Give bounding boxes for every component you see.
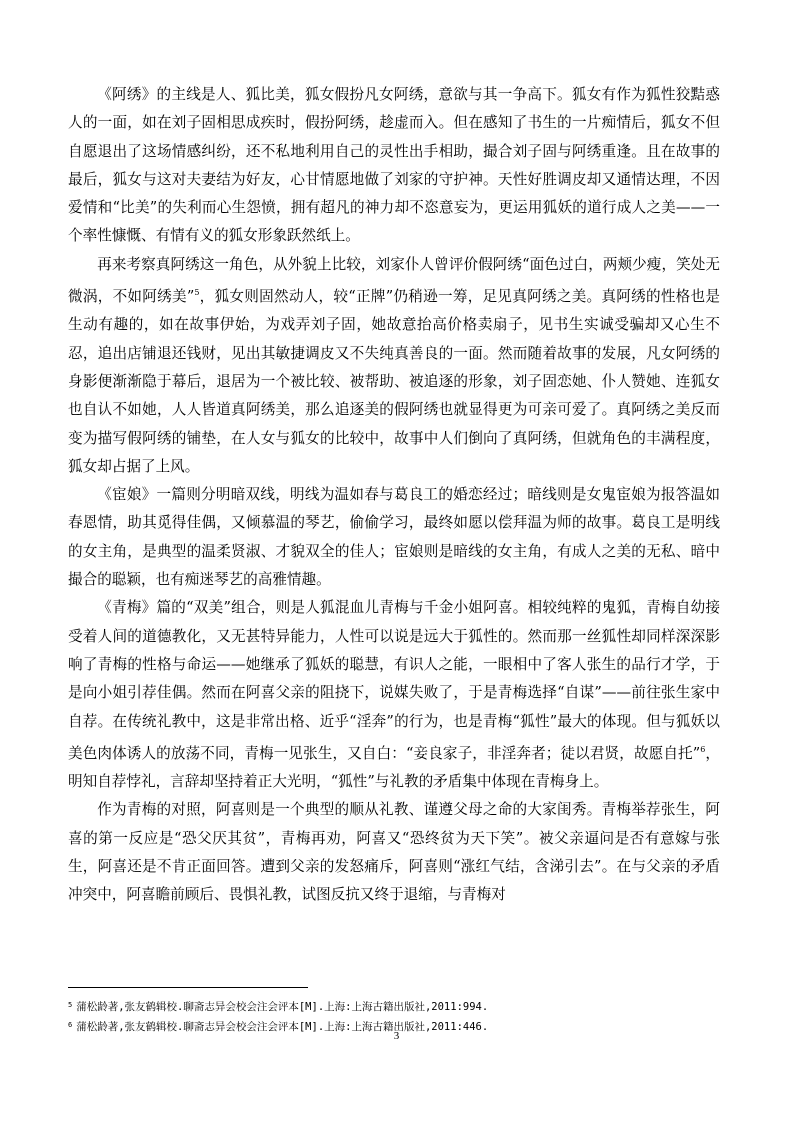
footnote-divider [68, 987, 308, 988]
paragraph-text: 再来考察真阿绣这一角色，从外貌上比较，刘家仆人曾评价假阿绣“面色过白，两颊少瘦，笑处无微涡，不如阿绣美” [68, 255, 720, 306]
footnote-text: 蒲松龄著,张友鹤辑校.聊斋志异会校会注会评本[M].上海:上海古籍出版社,2011:994. [76, 1001, 489, 1013]
paragraph-qingmei [68, 594, 720, 796]
paragraph-axi: 作为青梅的对照，阿喜则是一个典型的顺从礼教、谨遵父母之命的大家闺秀。青梅举荐张生，阿喜的第一反应是“恐父厌其贫”，青梅再劝，阿喜又“恐终贫为天下笑”。被父亲逼问是否有意嫁与张生，阿喜还是不肯正面回答。遭到父亲的发怒痛斥，阿喜则“涨红气结，含涕引去”。在与父亲的矛盾冲突中，阿喜瞻前顾后、畏惧礼教，试图反抗又终于退缩，与青梅对 [68, 801, 720, 904]
footnote-number: 5 [68, 1001, 73, 1009]
footnote-ref[interactable]: 5 [194, 288, 200, 298]
paragraph-axiu-main: 《阿绣》的主线是人、狐比美，狐女假扮凡女阿绣，意欲与其一争高下。狐女有作为狐性狡黠惑人的一面，如在刘子固相思成疾时，假扮阿绣，趁虚而入。但在感知了书生的一片痴情后，狐女不但自愿退出了这场情感纠纷，还不私地利用自己的灵性出手相助，撮合刘子固与阿绣重逢。且在故事的最后，狐女与这对夫妻结为好友，心甘情愿地做了刘家的守护神。天性好胜调皮却又通情达理，不因爱情和“比美”的失利而心生怨愤，拥有超凡的神力却不恣意妄为，更运用狐妖的道行成人之美——一个率性慷慨、有情有义的狐女形象跃然纸上。 [68, 86, 720, 245]
page-number: 3 [393, 1030, 400, 1042]
paragraph-text: ，明知自荐悖礼，言辞却坚持着正大光明，“狐性”与礼教的矛盾集中体现在青梅身上。 [68, 744, 720, 791]
footnote-text: 蒲松龄著,张友鹤辑校.聊斋志异会校会注会评本[M].上海:上海古籍出版社,2011:446. [76, 1021, 489, 1033]
footnote-ref[interactable]: 6 [700, 744, 706, 754]
footnote-item [68, 996, 708, 1016]
footnote-number: 6 [68, 1021, 73, 1029]
paragraph-text: ，狐女则固然动人，较“正牌”仍稍逊一筹，足见真阿绣之美。真阿绣的性格也是生动有趣的，如在故事伊始，为戏弄刘子固，她故意抬高价格卖扇子，见书生实诚受骗却又心生不忍，追出店铺退还钱财，见出其敏捷调皮又不失纯真善良的一面。然而随着故事的发展，凡女阿绣的身影便渐渐隐于幕后，退居为一个被比较、被帮助、被追逐的形象，刘子固恋她、仆人赞她、连狐女也自认不如她，人人皆道真阿绣美，那么追逐美的假阿绣也就显得更为可亲可爱了。真阿绣之美反而变为描写假阿绣的铺垫，在人女与狐女的比较中，故事中人们倒向了真阿绣，但就角色的丰满程度，狐女却占据了上风。 [68, 288, 720, 475]
paragraph-huanniang: 《宦娘》一篇则分明暗双线，明线为温如春与葛良工的婚恋经过；暗线则是女鬼宦娘为报答温如春恩情，助其觅得佳偶，又倾慕温的琴艺，偷偷学习，最终如愿以偿拜温为师的故事。葛良工是明线的女主角，是典型的温柔贤淑、才貌双全的佳人；宦娘则是暗线的女主角，有成人之美的无私、暗中撮合的聪颖，也有痴迷琴艺的高雅情趣。 [68, 486, 720, 589]
paragraph-text: 《青梅》篇的“双美”组合，则是人狐混血儿青梅与千金小姐阿喜。相较纯粹的鬼狐，青梅自幼接受着人间的道德教化，又无甚特异能力，人性可以说是远大于狐性的。然而那一丝狐性却同样深深影响了青梅的性格与命运——她继承了狐妖的聪慧，有识人之能，一眼相中了客人张生的品行才学，于是向小姐引荐佳偶。然而在阿喜父亲的阻挠下，说媒失败了，于是青梅选择“自谋”——前往张生家中自荐。在传统礼教中，这是非常出格、近乎“淫奔”的行为，也是青梅“狐性”最大的体现。但与狐妖以美色肉体诱人的放荡不同，青梅一见张生，又自白：“妾良家子，非淫奔者；徒以君贤，故愿自托” [68, 599, 720, 762]
paragraph-real-axiu [68, 251, 720, 481]
body-text [68, 81, 720, 910]
